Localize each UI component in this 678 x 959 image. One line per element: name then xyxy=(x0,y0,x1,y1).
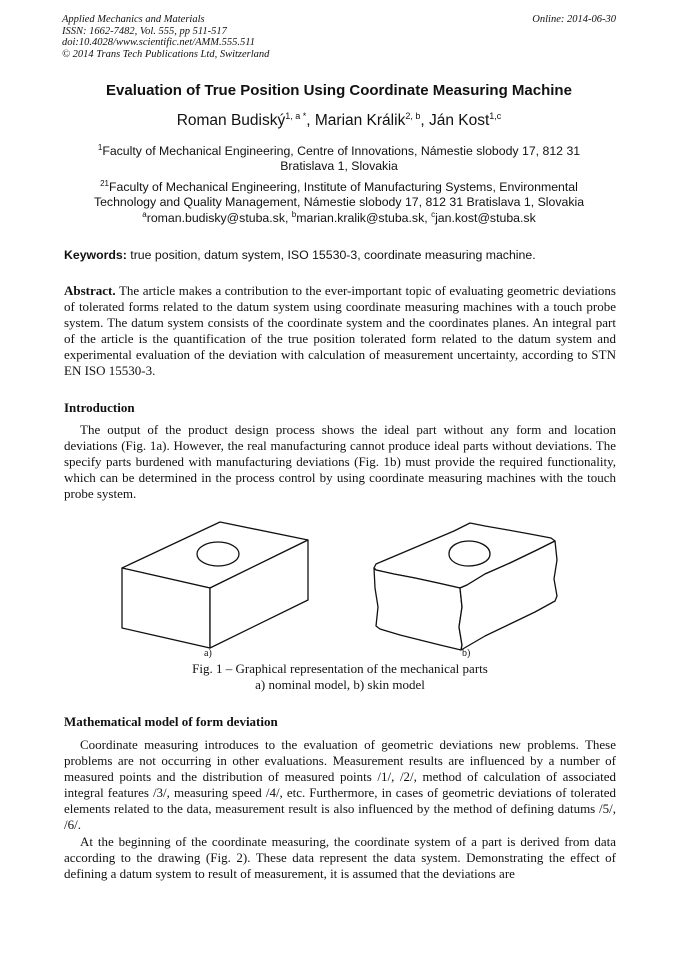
keywords-label: Keywords: xyxy=(64,248,127,262)
copyright: © 2014 Trans Tech Publications Ltd, Switzerland xyxy=(62,48,270,60)
author-separator: , xyxy=(306,112,315,130)
email-link[interactable]: marian.kralik@stuba.sk, xyxy=(296,211,432,226)
abstract xyxy=(64,283,616,379)
author-sup: 1, a * xyxy=(285,111,307,121)
author-name: Roman Budiský xyxy=(176,112,286,130)
math-model-paragraph-2: At the beginning of the coordinate measuring, the coordinate system of a part is derived from data according to the drawing (Fig. 2). These data represent the data system. Demonstrating the effect of defining a datum system to result of measurement, it is assumed that the deviations are xyxy=(64,834,616,881)
introduction-paragraph: The output of the product design process shows the ideal part without any form and location deviations (Fig. 1a). However, the real manufacturing cannot produce ideal parts without deviations. The specify parts burdened with manufacturing deviations (Fig. 1b) must provide the required functionality, which can be determined in the process control by using coordinate measuring machines with the touch probe system. xyxy=(64,422,616,501)
affiliation-2 xyxy=(70,176,608,210)
affiliation-sup: 21 xyxy=(100,179,109,188)
figure-1-caption-subtitle: a) nominal model, b) skin model xyxy=(255,677,425,692)
keywords xyxy=(64,248,616,262)
affiliation-1 xyxy=(70,140,608,174)
skin-block-drawing xyxy=(374,523,557,650)
issn: ISSN: 1662-7482, Vol. 555, pp 511-517 xyxy=(62,25,227,37)
math-model-paragraph-1: Coordinate measuring introduces to the evaluation of geometric deviations new problems. These problems are not occurring in other evaluations. Measurement results are influenced by a number of measured points and the distribution of measured points /1/, /2/, method of calculation of associated integral features /3/, measuring speed /4/, etc. Furthermore, in cases of geometric deviations of tolerated elements related to the data, measurement result is also influenced by the method of defining datums /5/, /6/. xyxy=(64,737,616,832)
paper-title: Evaluation of True Position Using Coordinate Measuring Machine xyxy=(106,82,572,99)
author-sup: 1,c xyxy=(489,111,502,121)
nominal-block-drawing xyxy=(122,522,308,648)
section-heading-math-model: Mathematical model of form deviation xyxy=(64,714,278,729)
author-name: Ján Kost xyxy=(428,112,490,130)
email-link[interactable]: roman.budisky@stuba.sk, xyxy=(146,211,292,226)
figure-1-caption: Fig. 1 – Graphical representation of the mechanical parts xyxy=(192,661,488,676)
author-list xyxy=(40,111,638,130)
keywords-text: true position, datum system, ISO 15530-3, coordinate measuring machine. xyxy=(126,248,536,262)
figure-1a-label: a) xyxy=(204,648,212,659)
author-separator: , xyxy=(420,112,429,130)
abstract-text: The article makes a contribution to the ever-important topic of evaluating geometric deviations of tolerated forms related to the datum system using coordinate measuring machines with a touch probe system. The datum system consists of the coordinate system and the coordinates planes. An integral part of the article is the quantification of the true position tolerated form related to the datum system and experimental evaluation of the deviation with calculation of measurement uncertainty, according to STN EN ISO 15530-3. xyxy=(64,283,616,378)
email-sup: a xyxy=(142,210,147,219)
doi[interactable]: doi:10.4028/www.scientific.net/AMM.555.511 xyxy=(62,37,255,48)
journal-header xyxy=(62,14,616,60)
author-name: Marian Králik xyxy=(314,112,406,130)
author-sup: 2, b xyxy=(405,111,421,121)
journal-name: Applied Mechanics and Materials xyxy=(62,14,205,25)
affiliation-text: Faculty of Mechanical Engineering, Centre of Innovations, Námestie slobody 17, 812 31 Bratislava 1, Slovakia xyxy=(102,144,581,174)
email-link[interactable]: jan.kost@stuba.sk xyxy=(435,211,536,226)
email-sup: c xyxy=(431,210,436,219)
affiliation-text: Faculty of Mechanical Engineering, Institute of Manufacturing Systems, Environmental Technology and Quality Management, Námestie slobody 17, 812 31 Bratislava 1, Slovakia xyxy=(93,180,585,210)
figure-1b-label: b) xyxy=(462,648,471,659)
email-sup: b xyxy=(291,210,297,219)
online-date: Online: 2014-06-30 xyxy=(532,14,616,25)
affiliation-sup: 1 xyxy=(97,143,103,152)
section-heading-introduction: Introduction xyxy=(64,400,135,415)
email-list xyxy=(40,210,638,225)
abstract-label: Abstract. xyxy=(64,283,116,298)
figure-1-illustration xyxy=(110,512,570,660)
